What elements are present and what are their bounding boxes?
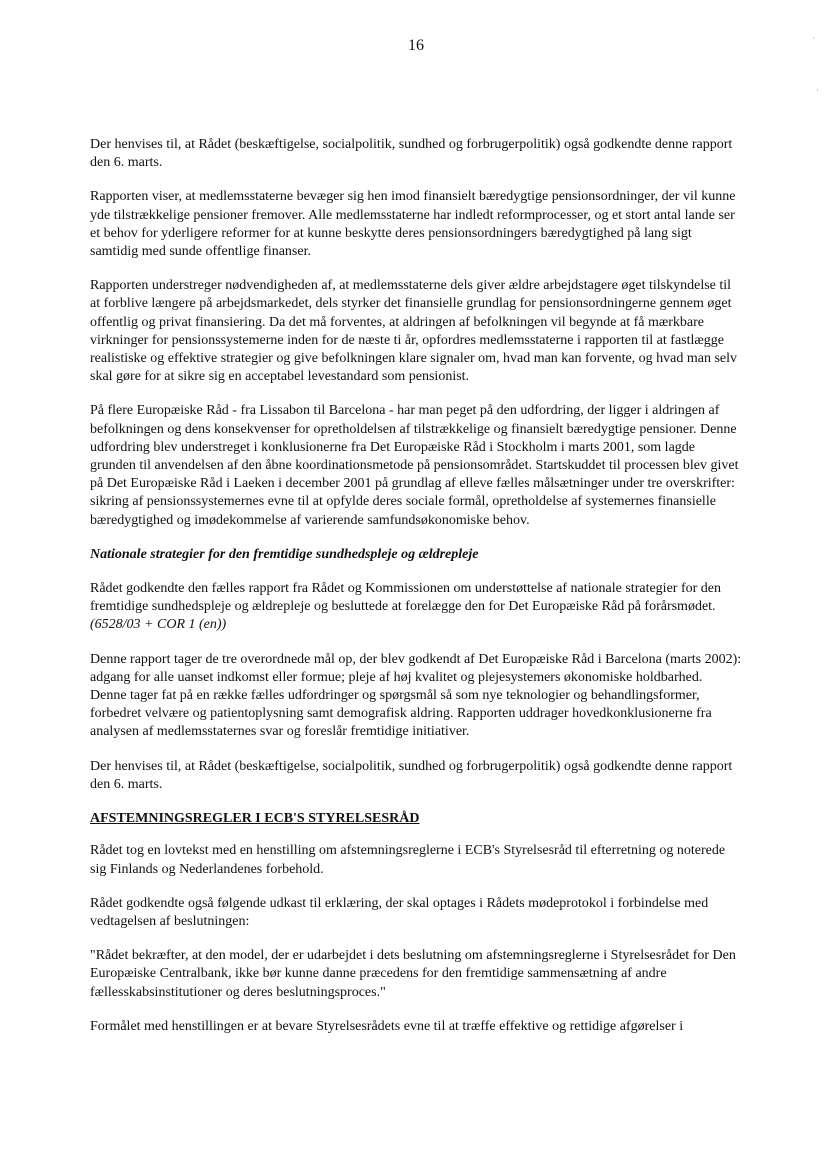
- scan-mark: ·: [812, 34, 815, 44]
- paragraph: Rådet godkendte også følgende udkast til erklæring, der skal optages i Rådets mødeprotokol i forbindelse med vedtagelsen af beslutningen:: [90, 895, 709, 929]
- quoted-declaration: "Rådet bekræfter, at den model, der er udarbejdet i dets beslutning om afstemningsreglerne i Styrelsesrådet for Den Europæiske Centralbank, ikke bør kunne danne præcedens for den fremtidige sammensætning af andre fællesskabsinstitutioner og deres beslutningsproces.": [90, 948, 736, 1000]
- scan-mark: ·: [816, 86, 819, 96]
- paragraph: På flere Europæiske Råd - fra Lissabon til Barcelona - har man peget på den udfordring, der ligger i aldringen af befolkningen og dens konsekvenser for opretholdelsen af tilstrækkelige og finansielt bæredygtige pensioner. Denne udfordring blev understreget i konklusionerne fra Det Europæiske Råd i Stockholm i marts 2001, som lagde grunden til anvendelsen af den åbne koordinationsmetode på pensionsområdet. Startskuddet til processen blev givet på Det Europæiske Råd i Laeken i december 2001 på grundlag af elleve fælles målsætninger under tre overskrifter: sikring af pensionssystemernes evne til at opfylde deres sociale formål, opretholdelse af systemernes finansielle bæredygtighed og imødekommelse af varierende samfundsøkonomiske behov.: [90, 403, 739, 528]
- paragraph: Rådet tog en lovtekst med en henstilling om afstemningsreglerne i ECB's Styrelsesråd til efterretning og noterede sig Finlands og Nederlandenes forbehold.: [90, 843, 726, 877]
- paragraph: Rapporten viser, at medlemsstaterne bevæger sig hen imod finansielt bæredygtige pensionsordninger, der vil kunne yde tilstrækkelige pensioner fremover. Alle medlemsstaterne har indledt reformprocesser, og et stort antal lande ser et behov for yderligere reformer for at kunne beskytte deres pensionsordningers bæredygtighed på lang sigt samtidig med sunde offentlige finanser.: [90, 189, 736, 260]
- section-heading-ecb-voting: AFSTEMNINGSREGLER I ECB'S STYRELSESRÅD: [90, 811, 420, 827]
- page-number: 16: [408, 37, 424, 54]
- paragraph: Rapporten understreger nødvendigheden af, at medlemsstaterne dels giver ældre arbejdstagere øget tilskyndelse til at forblive længere på arbejdsmarkedet, dels styrker det finansielle grundlag for pensionsordningerne gennem øget offentlig og privat finansiering. Da det må forventes, at aldringen af befolkningen vil begynde at få mærkbare virkninger for pensionssystemerne inden for de næste ti år, opfordres medlemsstaterne i rapporten til at fastlægge realistiske og effektive strategier og give befolkningen klare signaler om, hvad man kan forvente, og hvad man selv skal gøre for at sikre sig en acceptabel levestandard som pensionist.: [90, 278, 738, 385]
- paragraph: Denne rapport tager de tre overordnede mål op, der blev godkendt af Det Europæiske Råd i Barcelona (marts 2002): adgang for alle uanset indkomst eller formue; pleje af høj kvalitet og plejesystemers økonomiske holdbarhed. Denne tager fat på en række fælles udfordringer og spørgsmål så som nye teknologier og behandlingsformer, forbedret velvære og patientoplysning samt demografisk aldring. Rapporten uddrager hovedkonklusionerne fra analysen af medlemsstaternes svar og foreslår fremtidige initiativer.: [90, 651, 742, 740]
- paragraph: Der henvises til, at Rådet (beskæftigelse, socialpolitik, sundhed og forbrugerpolitik) også godkendte denne rapport den 6. marts.: [90, 758, 733, 792]
- document-reference: (6528/03 + COR 1 (en)): [90, 617, 227, 633]
- paragraph: Formålet med henstillingen er at bevare Styrelsesrådets evne til at træffe effektive og rettidige afgørelser i: [90, 1018, 684, 1034]
- paragraph: [90, 580, 742, 635]
- section-heading-health-care: Nationale strategier for den fremtidige sundhedspleje og ældrepleje: [90, 546, 479, 562]
- paragraph: Der henvises til, at Rådet (beskæftigelse, socialpolitik, sundhed og forbrugerpolitik) også godkendte denne rapport den 6. marts.: [90, 137, 733, 171]
- paragraph-text: Rådet godkendte den fælles rapport fra Rådet og Kommissionen om understøttelse af nationale strategier for den fremtidige sundhedspleje og ældrepleje og besluttede at forelægge den for Det Europæiske Råd på forårsmødet.: [90, 581, 721, 615]
- document-body: [90, 136, 742, 1052]
